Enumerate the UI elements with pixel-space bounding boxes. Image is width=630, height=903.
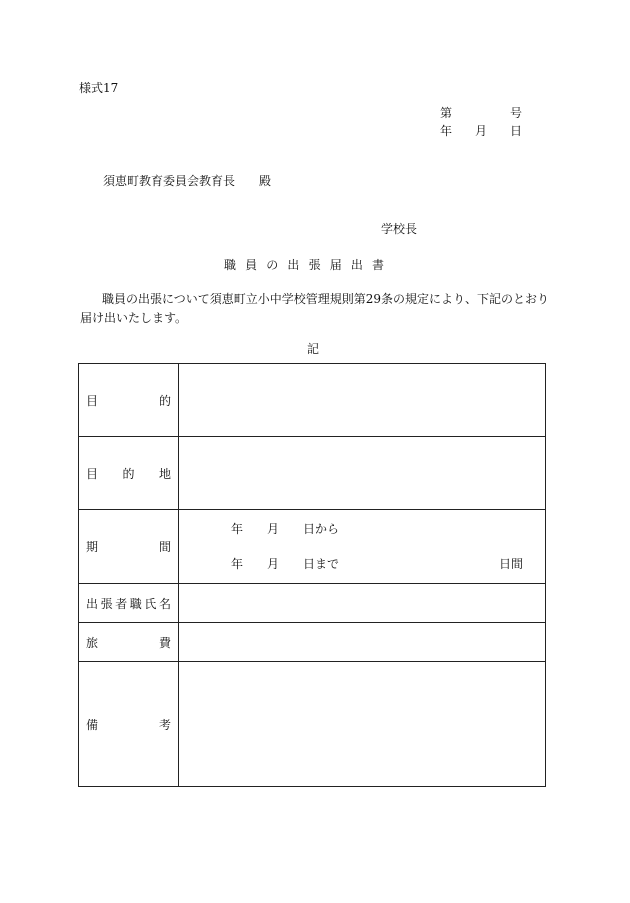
ki-heading: 記 [307,342,320,356]
destination-label: 目 的 地 [79,437,179,510]
recipient: 須恵町教育委員会教育長 殿 [103,174,272,188]
remarks-field[interactable] [179,662,546,787]
expense-field[interactable] [179,623,546,662]
expense-label: 旅 費 [79,623,179,662]
remarks-label: 備 考 [79,662,179,787]
period-label: 期 間 [79,510,179,584]
table-row [79,437,546,510]
sender: 学校長 [381,222,418,236]
table-row [79,623,546,662]
table-row [79,364,546,437]
body-text: 職員の出張について須恵町立小中学校管理規則第29条の規定により、下記のとおり届け出いたします。 [80,292,550,325]
table-row [79,510,546,584]
period-start: 年 月 日から [231,522,340,536]
document-number: 第 号 [440,106,522,120]
document-title: 職 員 の 出 張 届 出 書 [224,258,384,272]
table-row [79,662,546,787]
period-end: 年 月 日まで [231,557,340,571]
purpose-field[interactable] [179,364,546,437]
document-date: 年 月 日 [440,124,522,138]
traveler-field[interactable] [179,584,546,623]
traveler-label: 出 張 者 職 氏 名 [79,584,179,623]
destination-field[interactable] [179,437,546,510]
form-number: 様式17 [79,81,119,95]
travel-form-table [78,363,546,787]
period-field[interactable] [179,510,546,584]
period-days: 日間 [498,557,523,571]
purpose-label: 目 的 [79,364,179,437]
table-row [79,584,546,623]
